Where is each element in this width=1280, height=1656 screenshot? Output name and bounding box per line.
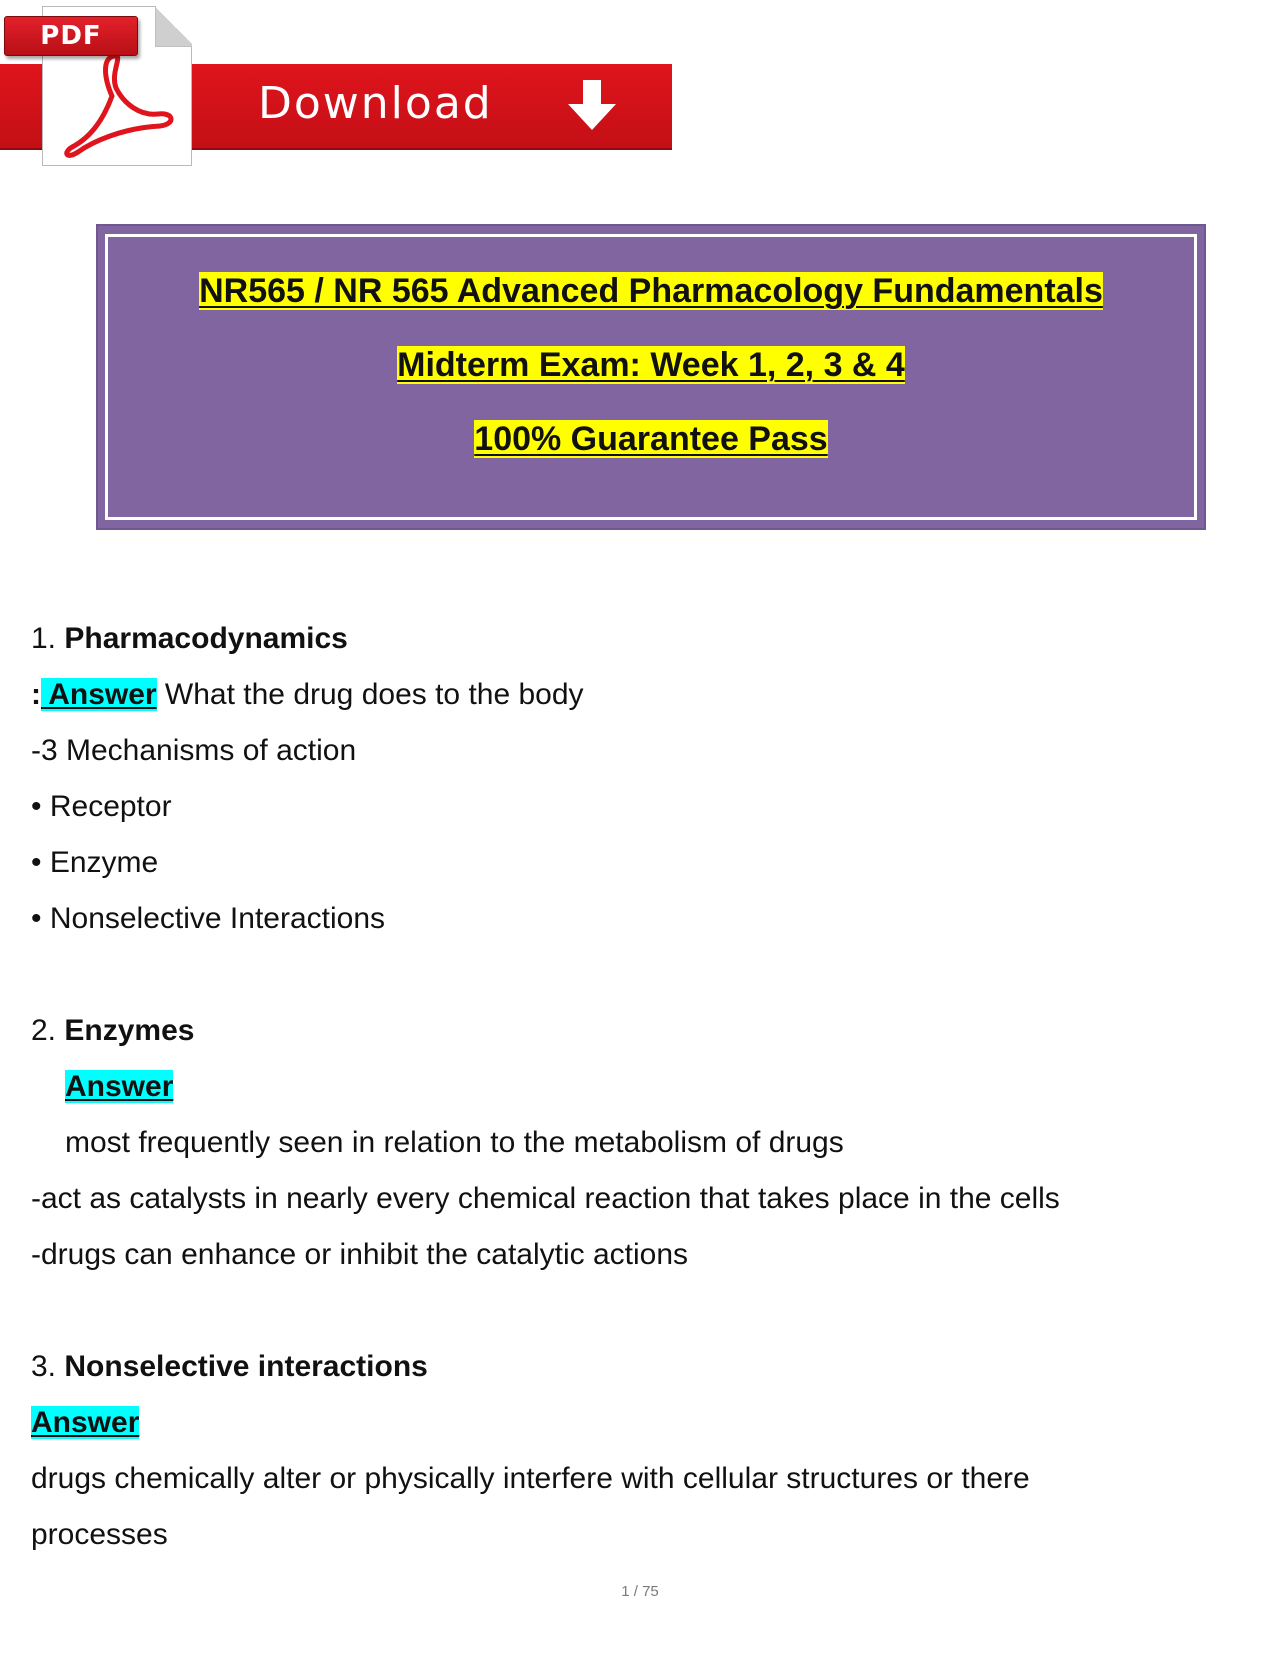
question-term: Enzymes xyxy=(64,1014,195,1047)
answer-label: Answer xyxy=(41,678,157,711)
page-fold-icon xyxy=(155,6,192,47)
question-number: 3. xyxy=(31,1350,57,1383)
list-item: processes xyxy=(31,1518,168,1551)
list-item: drugs chemically alter or physically interfere with cellular structures or there xyxy=(31,1462,1030,1495)
question-number: 1. xyxy=(31,622,57,655)
pdf-download-banner[interactable] xyxy=(0,0,680,170)
list-item: -act as catalysts in nearly every chemical reaction that takes place in the cells xyxy=(31,1182,1060,1215)
list-item: -drugs can enhance or inhibit the catalytic actions xyxy=(31,1238,689,1271)
course-title-text: NR565 / NR 565 Advanced Pharmacology Fundamentals xyxy=(199,272,1103,310)
question-2-answer xyxy=(65,1068,173,1106)
download-arrow-icon[interactable] xyxy=(566,80,618,130)
list-item: most frequently seen in relation to the metabolism of drugs xyxy=(65,1126,844,1159)
title-box xyxy=(96,224,1206,530)
page-indicator: 1 / 75 xyxy=(621,1583,659,1600)
pdf-label: PDF xyxy=(4,16,138,56)
exam-title xyxy=(108,345,1194,385)
list-item: • Receptor xyxy=(31,790,172,823)
question-3-answer xyxy=(31,1404,139,1442)
guarantee-title xyxy=(108,419,1194,459)
guarantee-title-text: 100% Guarantee Pass xyxy=(474,420,828,458)
download-label[interactable]: Download xyxy=(258,78,493,129)
question-term: Pharmacodynamics xyxy=(64,622,348,655)
question-3-heading xyxy=(31,1348,428,1386)
question-term: Nonselective interactions xyxy=(64,1350,428,1383)
answer-prefix: : xyxy=(31,678,41,711)
title-frame xyxy=(105,234,1197,520)
question-number: 2. xyxy=(31,1014,57,1047)
answer-label: Answer xyxy=(65,1070,174,1103)
acrobat-icon xyxy=(52,48,182,158)
list-item: • Nonselective Interactions xyxy=(31,902,386,935)
answer-label: Answer xyxy=(31,1406,140,1439)
question-1-answer xyxy=(31,676,584,714)
question-2-heading xyxy=(31,1012,194,1050)
list-item: • Enzyme xyxy=(31,846,159,879)
list-item: -3 Mechanisms of action xyxy=(31,734,357,767)
answer-text: What the drug does to the body xyxy=(156,678,584,711)
exam-title-text: Midterm Exam: Week 1, 2, 3 & 4 xyxy=(397,346,905,384)
course-title xyxy=(108,271,1194,311)
question-1-heading xyxy=(31,620,348,658)
